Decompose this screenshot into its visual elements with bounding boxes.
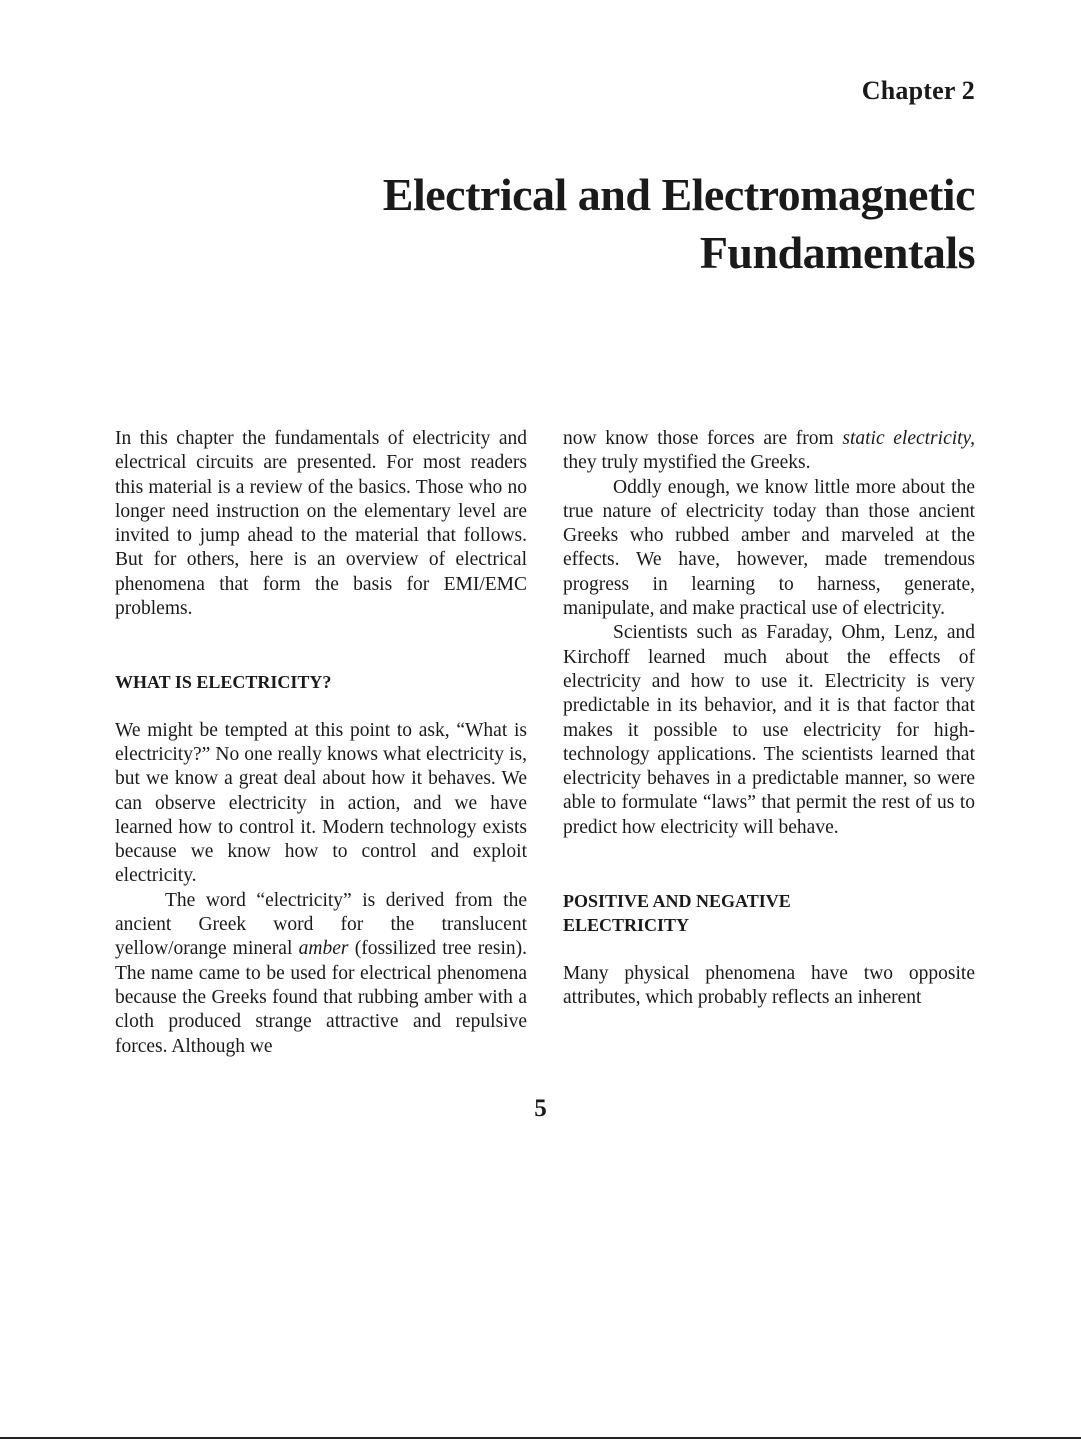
heading-line: POSITIVE AND NEGATIVE: [563, 891, 791, 912]
left-column: [115, 427, 527, 1059]
body-paragraph: We might be tempted at this point to ask, “What is electricity?” No one really knows what electricity is, but we know a great deal about how it behaves. We can observe electricity in action, and we have learned how to control it. Modern technology exists because we know how to control and exploit electricity.: [115, 719, 527, 887]
right-column: [563, 427, 975, 1010]
chapter-title-line-2: Fundamentals: [699, 227, 975, 278]
italic-term: amber: [298, 938, 349, 960]
text-run: (fossilized tree resin). The name came to be used for electrical phenomena because the Greeks found that rubbing amber with a cloth produced strange attractive and repulsive forces. Although we: [115, 938, 527, 1057]
body-paragraph: [115, 889, 527, 1059]
chapter-title-line-1: Electrical and Electromagnetic: [382, 169, 975, 220]
heading-line: ELECTRICITY: [563, 915, 690, 936]
section-heading-what-is-electricity: WHAT IS ELECTRICITY?: [115, 672, 332, 693]
body-paragraph: Scientists such as Faraday, Ohm, Lenz, and Kirchoff learned much about the effects of electricity and how to use it. Electricity is very predictable in its behavior, and it is that factor that makes it possible to use electricity for high-technology applications. The scientists learned that electricity behaves in a predictable manner, so were able to formulate “laws” that permit the rest of us to predict how electricity will behave.: [563, 622, 975, 838]
chapter-title: [155, 166, 975, 282]
page-number: 5: [534, 1095, 547, 1122]
italic-term: static electricity,: [842, 428, 976, 449]
bottom-rule: [0, 1437, 1081, 1439]
text-run: they truly mystified the Greeks.: [563, 452, 811, 474]
body-paragraph: [563, 427, 975, 476]
text-run: now know those forces are from: [563, 428, 843, 449]
text-run: The word “electricity” is derived from the ancient Greek word for the translucent yellow/orange mineral: [115, 889, 527, 960]
body-paragraph: Many physical phenomena have two opposite attributes, which probably reflects an inherent: [563, 962, 975, 1008]
body-paragraph: Oddly enough, we know little more about the true nature of electricity today than those ancient Greeks who rubbed amber and marveled at the effects. We have, however, made tremendous progress in learning to harness, generate, manipulate, and make practical use of electricity.: [563, 476, 975, 620]
chapter-label: Chapter 2: [861, 76, 975, 105]
section-heading-positive-and-negative: [563, 889, 975, 938]
intro-paragraph: In this chapter the fundamentals of electricity and electrical circuits are presented. For most readers this material is a review of the basics. Those who no longer need instruction on the elementary level are invited to jump ahead to the material that follows. But for others, here is an overview of electrical phenomena that form the basis for EMI/EMC problems.: [115, 428, 527, 620]
